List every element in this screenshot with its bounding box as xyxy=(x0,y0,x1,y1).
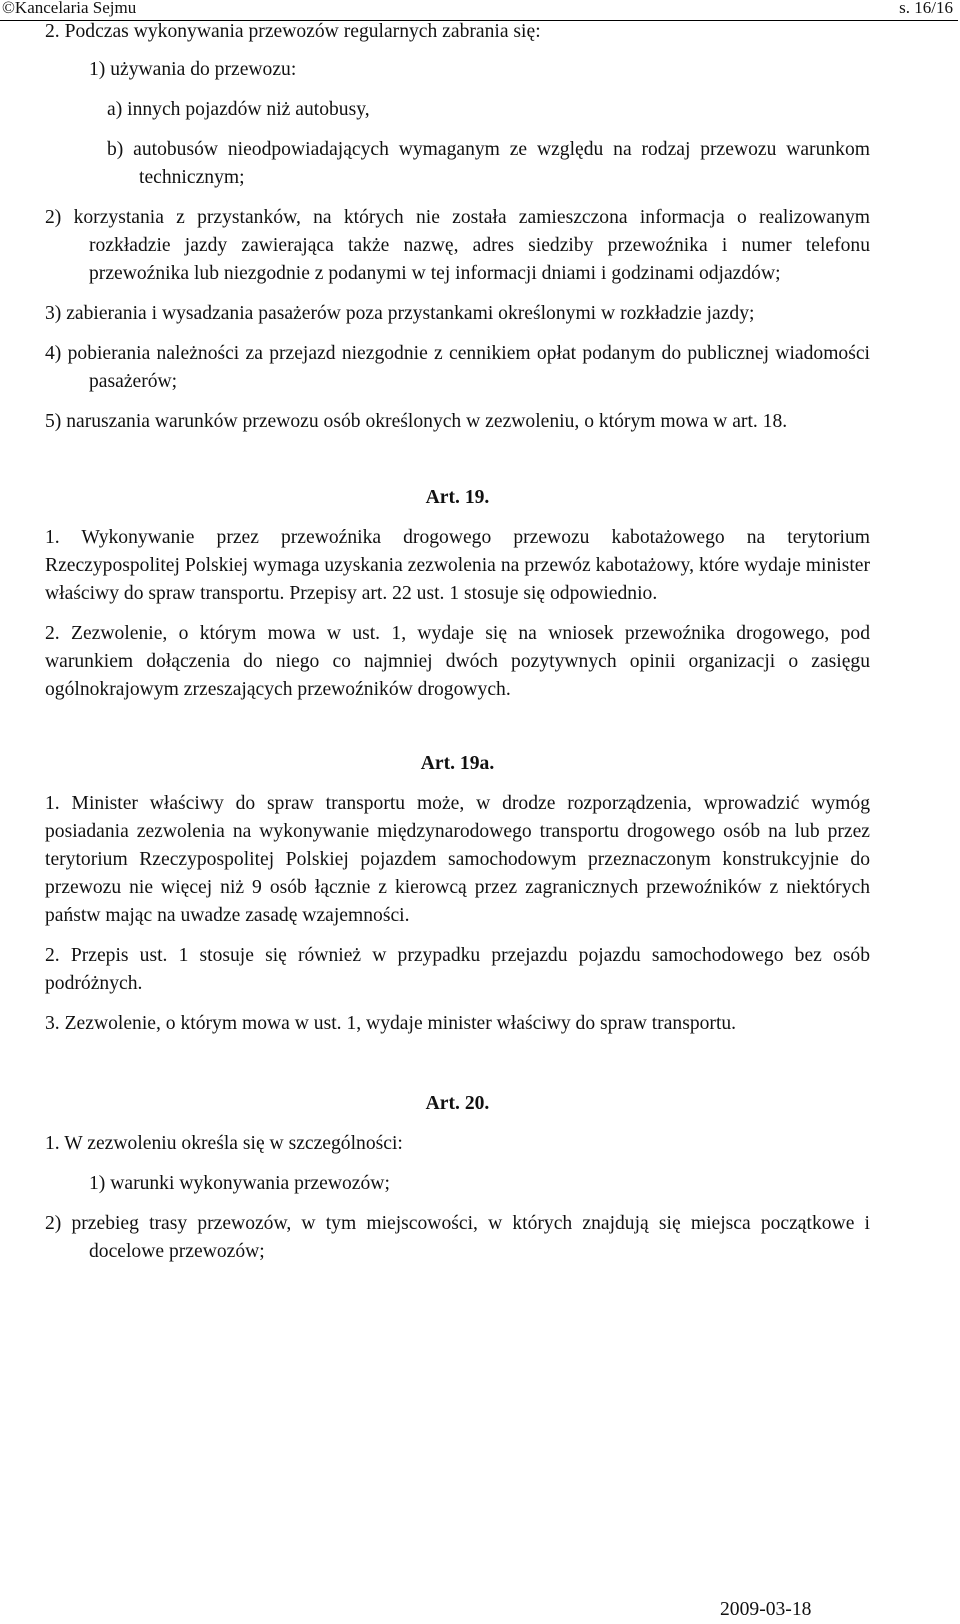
article-19a-par-2: 2. Przepis ust. 1 stosuje się również w przypadku przejazdu pojazdu samochodowego bez osób podróżnych. xyxy=(45,945,870,994)
point-2: 2) korzystania z przystanków, na których nie została zamieszczona informacja o realizowanym rozkładzie jazdy zawierająca także nazwę, adres siedziby przewoźnika i numer telefonu przewoźnika lub niezgodnie z podanymi w tej informacji dniami i godzinami odjazdów; xyxy=(45,207,870,284)
point-5: 5) naruszania warunków przewozu osób określonych w zezwoleniu, o którym mowa w art. 18. xyxy=(45,411,788,432)
point-4: 4) pobierania należności za przejazd niezgodnie z cennikiem opłat podanym do publicznej wiadomości pasażerów; xyxy=(45,343,870,392)
article-20-par-1: 1. W zezwoleniu określa się w szczególności: xyxy=(45,1133,403,1154)
footer-date: 2009-03-18 xyxy=(720,1599,812,1620)
paragraph-2-intro: 2. Podczas wykonywania przewozów regularnych zabrania się: xyxy=(45,21,541,42)
article-20-point-1: 1) warunki wykonywania przewozów; xyxy=(89,1173,390,1194)
article-19a-title: Art. 19a. xyxy=(420,753,495,774)
document-body xyxy=(45,18,870,1266)
header-page-number: s. 16/16 xyxy=(899,0,953,17)
article-19-par-1: 1. Wykonywanie przez przewoźnika drogowego przewozu kabotażowego na terytorium Rzeczypospolitej Polskiej wymaga uzyskania zezwolenia na przewóz kabotażowy, które wydaje minister właściwy do spraw transportu. Przepisy art. 22 ust. 1 stosuje się odpowiednio. xyxy=(45,527,870,604)
article-19a-par-1: 1. Minister właściwy do spraw transportu może, w drodze rozporządzenia, wprowadzić wymóg posiadania zezwolenia na wykonywanie międzynarodowego transportu drogowego osób na lub przez terytorium Rzeczypospolitej Polskiej pojazdem samochodowym przeznaczonym konstrukcyjnie do przewozu nie więcej niż 9 osób łącznie z kierowcą przez zagranicznych przewoźników z niektórych państw mając na uwadze zasadę wzajemności. xyxy=(45,793,870,926)
article-20-point-2: 2) przebieg trasy przewozów, w tym miejscowości, w których znajdują się miejsca początkowe i docelowe przewozów; xyxy=(45,1213,870,1262)
point-1b: b) autobusów nieodpowiadających wymaganym ze względu na rodzaj przewozu warunkom technicznym; xyxy=(107,139,870,188)
point-3: 3) zabierania i wysadzania pasażerów poza przystankami określonymi w rozkładzie jazdy; xyxy=(45,303,755,324)
header-source: ©Kancelaria Sejmu xyxy=(2,0,137,17)
point-1: 1) używania do przewozu: xyxy=(89,59,297,80)
point-1a: a) innych pojazdów niż autobusy, xyxy=(107,99,370,120)
article-19a-par-3: 3. Zezwolenie, o którym mowa w ust. 1, wydaje minister właściwy do spraw transportu. xyxy=(45,1013,737,1034)
article-20-title: Art. 20. xyxy=(425,1093,490,1114)
article-19-par-2: 2. Zezwolenie, o którym mowa w ust. 1, wydaje się na wniosek przewoźnika drogowego, pod warunkiem dołączenia do niego co najmniej dwóch pozytywnych opinii organizacji o zasięgu ogólnokrajowym zrzeszających przewoźników drogowych. xyxy=(45,623,870,700)
article-19-title: Art. 19. xyxy=(425,487,490,508)
